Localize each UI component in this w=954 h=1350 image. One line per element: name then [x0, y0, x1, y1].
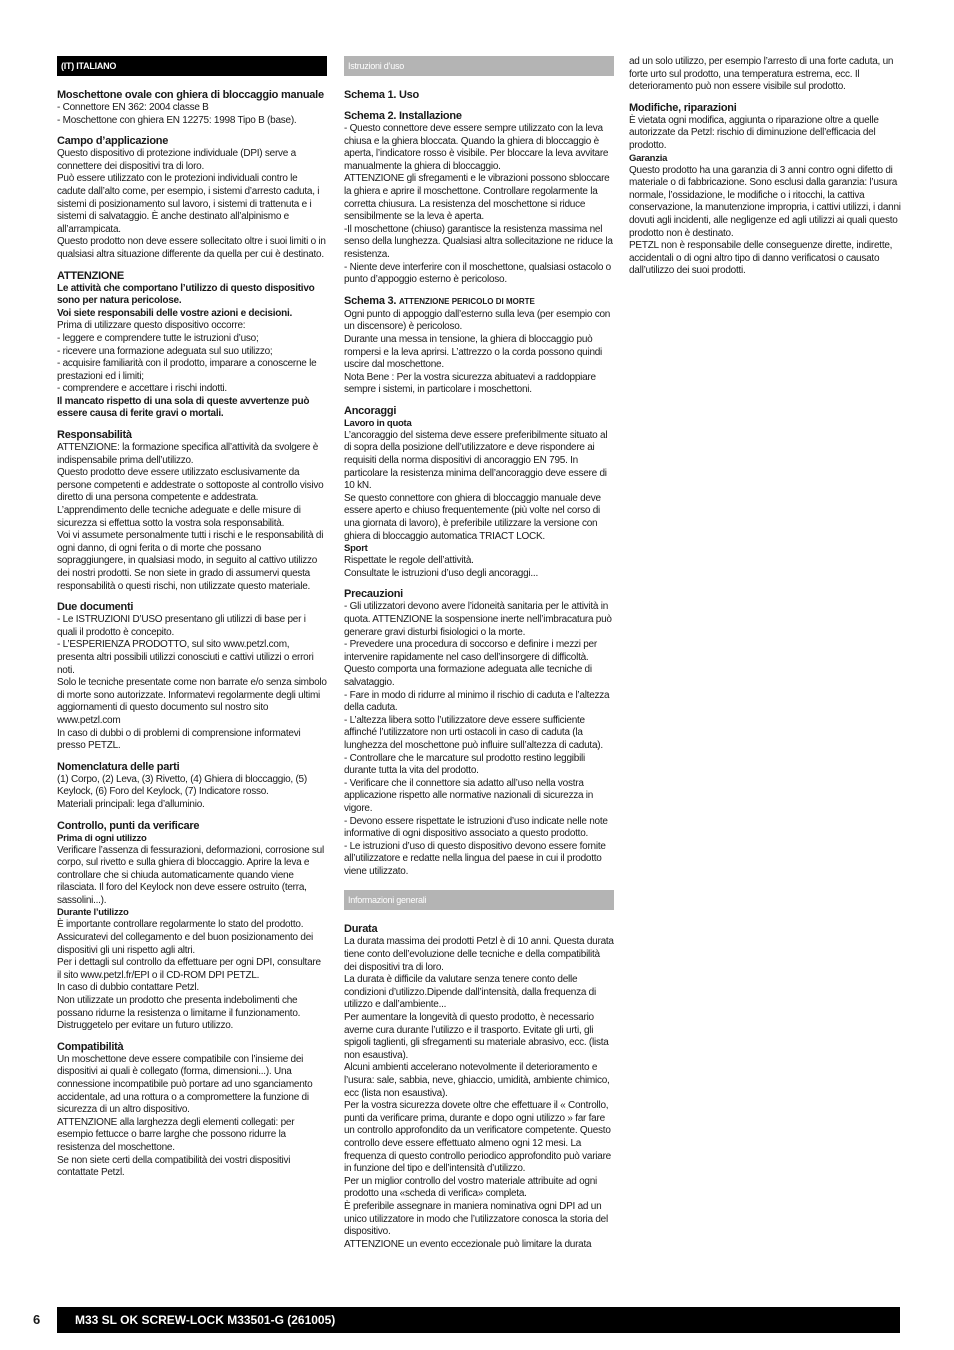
page-number: 6	[33, 1312, 41, 1327]
subheading-sport: Sport	[344, 543, 368, 555]
footer-title-bar: M33 SL OK SCREW-LOCK M33501-G (261005)	[57, 1307, 900, 1333]
heading-controllo: Controllo, punti da verificare	[57, 819, 200, 832]
heading-campo: Campo d’applicazione	[57, 135, 169, 148]
warning-bold: Le attività che comportano l’utilizzo di questo dispositivo sono per natura pericolose. Voi siete responsabili delle vostre azioni e decisioni.	[57, 282, 315, 319]
column-1	[57, 56, 327, 1180]
column-3	[629, 56, 901, 278]
text-controllo-prima: Verificare l’assenza di fessurazioni, deformazioni, corrosione sul corpo, sul rivetto e sulla ghiera di bloccaggio. Aprire la leva e controllare che si chiuda automaticamente quando viene rilasciata. Il foro del Keylock non deve essere ostruito (terra, sassolini...).	[57, 844, 324, 906]
heading-schema-3	[344, 294, 614, 309]
text-ancoraggi-lavoro: L’ancoraggio del sistema deve essere preferibilmente situato al di sopra della posizione dell’utilizzatore e deve rispondere ai requisiti della norma dispositivi di ancoraggio EN 795. In particolare la resistenza minima dell’ancoraggio deve essere di 10 kN. Se questo connettore con ghiera di bloccaggio manuale deve essere aperto e chiuso frequentemente (più volte nel corso di una giornata di lavoro), è preferibile utilizzare la versione con ghiera di bloccaggio automatica TRIACT LOCK.	[344, 429, 608, 542]
text-garanzia: Questo prodotto ha una garanzia di 3 anni contro ogni difetto di materiale o di fabbricazione. Sono esclusi dalla garanzia: l’usura normale, l’ossidazione, le modifiche o i ritocchi, la cattiva conservazione, la manutenzione impropria, i cattivi utilizzi, i danni dovuti agli incidenti, alle negligenze ed agli utilizzi ai quali questo prodotto non è destinato. PETZL non è responsabile delle conseguenze dirette, indirette, accidentali o di ogni altro tipo di danno verificatosi o causato dall’utilizzo dei suoi prodotti.	[629, 164, 901, 277]
text-compatibilita: Un moschettone deve essere compatibile con l’insieme dei dispositivi ai quali è collegato (forma, dimensioni...). Una connessione incompatibile può portare ad uno sganciamento accidentale, ad una rottura o a compromettere la funzione di sicurezza di un altro dispositivo. ATTENZIONE alla larghezza degli elementi collegati: per esempio fettucce o barre larghe che possono ridurre la resistenza del moschettone. Se non siete certi della compatibilità dei vostri dispositivi contattate Petzl.	[57, 1053, 313, 1179]
text-precauzioni: - Gli utilizzatori devono avere l’idoneità sanitaria per le attività in quota. ATTENZIONE la sospensione inerte nell’imbracatura può generare gravi disturbi fisiologici o la morte. - Prevedere una procedura di soccorso e definire i mezzi per intervenire rapidamente nel caso dell’insorgere di difficoltà. Questo comporta una formazione adeguata alle tecniche di salvataggio. - Fare in modo di ridurre al minimo il rischio di caduta e l’altezza della caduta. - L’altezza libera sotto l’utilizzatore deve essere sufficiente affinché l’utilizzatore non urti ostacoli in caso di caduta (la lunghezza del moschettone può influire sull’altezza di caduta). - Controllare che le marcature sul prodotto restino leggibili durante tutta la vita del prodotto. - Verificare che il connettore sia adatto all’uso nella vostra applicazione rispetto alle normative nazionali di sicurezza in vigore. - Devono essere rispettate le istruzioni d’uso indicate nelle note informative di ogni dispositivo associato a questo prodotto. - Le istruzioni d’uso di questo dispositivo devono essere fornite all’utilizzatore e redatte nella lingua del paese in cui il prodotto viene utilizzato.	[344, 601, 612, 877]
heading-schema-1: Schema 1. Uso	[344, 89, 420, 101]
heading-compatibilita: Compatibilità	[57, 1040, 124, 1053]
section-header-istruzioni: Istruzioni d’uso	[344, 56, 614, 76]
text-campo: Questo dispositivo di protezione individuale (DPI) serve a connettere dei dispositivi tra di loro. Può essere utilizzato con le protezioni individuali contro le cadute dall’alto come, per esempio, i sistemi d’arresto caduta, i sistemi di posizionamento sul lavoro, i sistemi di trattenuta e i sistemi di salvataggio. È anche destinato all’alpinismo e all’arrampicata. Questo prodotto non deve essere sollecitato oltre i suoi limiti o in qualsiasi altra situazione differente da quella per cui è destinato.	[57, 148, 326, 260]
subheading-garanzia: Garanzia	[629, 152, 668, 164]
heading-responsabilita: Responsabilità	[57, 429, 132, 442]
language-header: (IT) ITALIANO	[57, 56, 327, 76]
text-ancoraggi-sport: Rispettate le regole dell’attività. Consultate le istruzioni d’uso degli ancoraggi...	[344, 555, 538, 579]
text-controllo-durante: È importante controllare regolarmente lo stato del prodotto. Assicuratevi del collegamento e del buon posizionamento dei dispositivi gli uni rispetto agli altri. Per i dettagli sul controllo da effettuare per ogni DPI, consultare il sito www.petzl.fr/EPI o il CD-ROM DPI PETZL. In caso di dubbio contattare Petzl. Non utilizzate un prodotto che presenta indebolimenti che possano ridurne la resistenza o limitarne il funzionamento. Distruggetelo per evitare un futuro utilizzo.	[57, 919, 321, 1032]
heading-nomenclatura: Nomenclatura delle parti	[57, 760, 180, 773]
product-title: Moschettone ovale con ghiera di bloccaggio manuale	[57, 89, 324, 101]
section-header-informazioni: Informazioni generali	[344, 890, 614, 910]
text-due-documenti: - Le ISTRUZIONI D’USO presentano gli utilizzi di base per i quali il prodotto è concepito. - L’ESPERIENZA PRODOTTO, sul sito www.petzl.com, presenta altri possibili utilizzi conosciuti e cattivi utilizzi o errori noti. Solo le tecniche presentate come non barrate e/o senza simbolo di morte sono autorizzate. Informatevi regolarmente degli ultimi aggiornamenti di questo documento sul nostro sito www.petzl.com In caso di dubbi o di problemi di comprensione informatevi presso PETZL.	[57, 614, 327, 752]
schema-3-warning: ATTENZIONE PERICOLO DI MORTE	[398, 296, 535, 306]
text-schema-3: Ogni punto di appoggio dall’esterno sulla leva (per esempio con un discensore) è pericoloso. Durante una messa in tensione, la ghiera di bloccaggio può rompersi e la leva aprirsi. L’attrezzo o la corda possono quindi uscire dal moschettone. Nota Bene : Per la vostra sicurezza abituatevi a raddoppiare sempre i sistemi, in particolare i moschettoni.	[344, 308, 611, 396]
subheading-prima: Prima di ogni utilizzo	[57, 832, 147, 844]
warning-bold-2: Il mancato rispetto di una sola di queste avvertenze può essere causa di ferite gravi o mortali.	[57, 395, 310, 420]
text-durata-continued: ad un solo utilizzo, per esempio l’arresto di una forte caduta, un forte urto sul prodotto, una temperatura estrema, ecc. Il deterioramento può non essere visibile sul prodotto.	[629, 56, 894, 93]
schema-3-prefix: Schema 3.	[344, 294, 397, 307]
text-responsabilita: ATTENZIONE: la formazione specifica all’attività da svolgere è indispensabile prima dell’utilizzo. Questo prodotto deve essere utilizzato esclusivamente da persone competenti e addestrate o sottoposte al controllo visivo diretto di una persona competente e addestrata. L’apprendimento delle tecniche adeguate e delle misure di sicurezza si effettua sotto la vostra sola responsabilità. Voi vi assumete personalmente tutti i rischi e le responsabilità di ogni danno, di ogni ferita o di morte che possano sopraggiungere, in qualsiasi modo, in seguito al cattivo utilizzo dei nostri prodotti. Se non siete in grado di assumervi questa responsabilità o questi rischi, non utilizzate questo materiale.	[57, 442, 324, 592]
text-attenzione: Prima di utilizzare questo dispositivo occorre: - leggere e comprendere tutte le istruzioni d’uso; - ricevere una formazione adeguata sul suo utilizzo; - acquisire familiarità con il prodotto, imparare a conoscerne le prestazioni ed i limiti; - comprendere e accettare i rischi indotti.	[57, 320, 317, 395]
text-nomenclatura: (1) Corpo, (2) Leva, (3) Rivetto, (4) Ghiera di bloccaggio, (5) Keylock, (6) Foro del Keylock, (7) Indicatore rosso. Materiali principali: lega d’alluminio.	[57, 773, 307, 810]
product-norms: - Connettore EN 362: 2004 classe B - Moschettone con ghiera EN 12275: 1998 Tipo B (base).	[57, 102, 297, 126]
heading-durata: Durata	[344, 923, 378, 936]
heading-schema-2: Schema 2. Installazione	[344, 110, 462, 122]
text-durata: La durata massima dei prodotti Petzl è di 10 anni. Questa durata tiene conto dell’evoluzione delle tecniche e della compatibilità dei dispositivi tra di loro. La durata è difficile da valutare senza tenere conto delle condizioni d’utilizzo.Dipende dall’intensità, dalla frequenza di utilizzo e dall’ambiente... Per aumentare la longevità di questo prodotto, è necessario averne cura durante l’utilizzo e il trasporto. Evitate gli urti, gli spigoli taglienti, gli sfregamenti su materiale abrasivo, ecc. (lista non esaustiva). Alcuni ambienti accelerano notevolmente il deterioramento e l’usura: sale, sabbia, neve, ghiaccio, umidità, ambiente chimico, ecc (lista non esaustiva). Per la vostra sicurezza dovete oltre che effettuare il « Controllo, punti da verificare prima, durante e dopo ogni utilizzo » far fare un controllo approfondito da un verificatore competente. Questo controllo deve essere effettuato almeno ogni 12 mesi. La frequenza di questo controllo periodico approfondito può variare in funzione del tipo e dell’intensità d’utilizzo. Per un miglior controllo del vostro materiale attribuite ad ogni prodotto una «scheda di verifica» completa. È preferibile assegnare in maniera nominativa ogni DPI ad un unico utilizzatore in modo che l’utilizzatore conosca la storia del dispositivo. ATTENZIONE un evento eccezionale può limitare la durata	[344, 936, 614, 1250]
subheading-lavoro-quota: Lavoro in quota	[344, 417, 412, 429]
column-2	[344, 56, 614, 1251]
heading-due-documenti: Due documenti	[57, 601, 134, 614]
heading-precauzioni: Precauzioni	[344, 588, 403, 601]
heading-ancoraggi: Ancoraggi	[344, 404, 397, 417]
text-schema-2: - Questo connettore deve essere sempre utilizzato con la leva chiusa e la ghiera bloccata. Quando la ghiera di bloccaggio è aperta, l’indicatore rosso è visibile. Per bloccare la leva avvitare manualmente la ghiera di bloccaggio. ATTENZIONE gli sfregamenti e le vibrazioni possono sbloccare la ghiera e aprire il moschettone. Controllare regolarmente la corretta chiusura. La resistenza del moschettone si riduce sensibilmente se la leva è aperta. -Il moschettone (chiuso) garantisce la resistenza massima nel senso della lunghezza. Qualsiasi altra sollecitazione ne riduce la resistenza. - Niente deve interferire con il moschettone, qualsiasi ostacolo o punto d’appoggio esterno è pericoloso.	[344, 123, 613, 286]
heading-modifiche: Modifiche, riparazioni	[629, 101, 737, 114]
subheading-durante: Durante l’utilizzo	[57, 907, 129, 919]
text-modifiche: È vietata ogni modifica, aggiunta o riparazione oltre a quelle autorizzate da Petzl: rischio di diminuzione dell’efficacia del prodotto.	[629, 114, 879, 151]
heading-attenzione: ATTENZIONE	[57, 269, 124, 282]
